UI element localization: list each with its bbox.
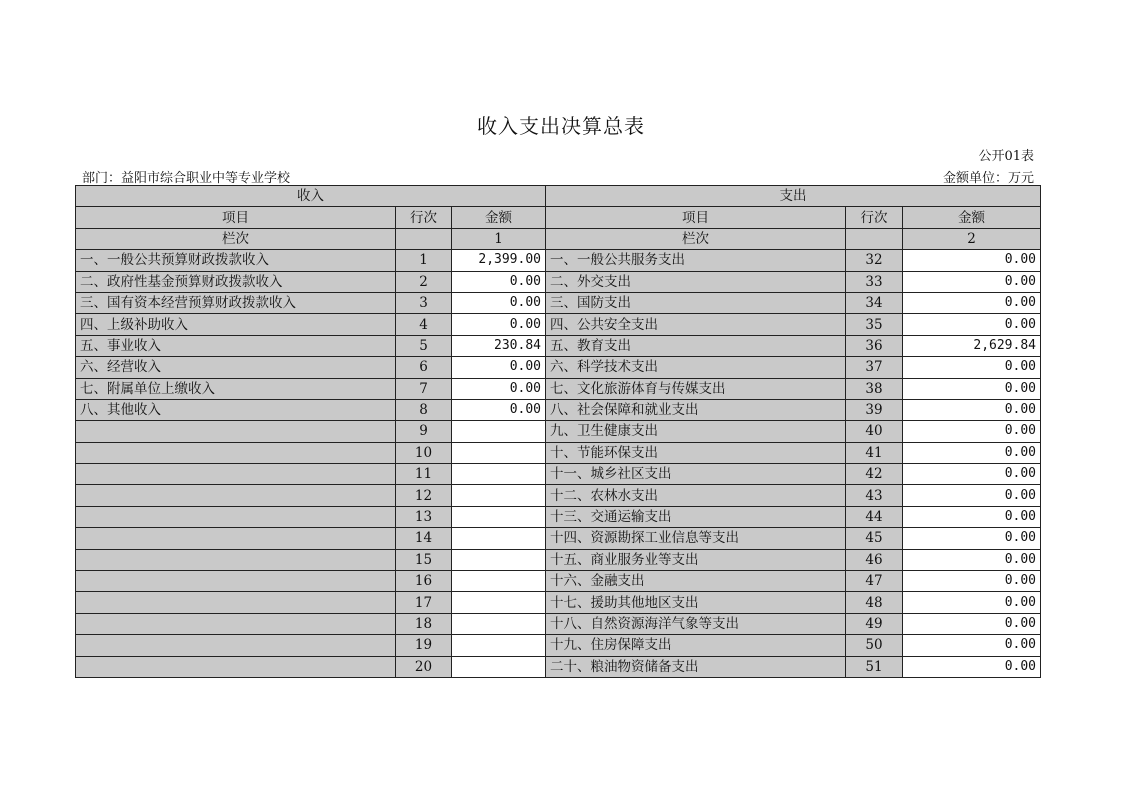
table-row (76, 613, 1041, 634)
income-item-cell (76, 635, 396, 656)
expense-column-blank (846, 228, 903, 249)
income-line-no-cell: 20 (396, 656, 452, 677)
income-line-no-cell: 1 (396, 250, 452, 271)
income-line-no-cell: 4 (396, 314, 452, 335)
table-row (76, 571, 1041, 592)
income-amount-cell (452, 485, 546, 506)
expense-item-cell: 十一、城乡社区支出 (546, 464, 846, 485)
income-item-cell: 二、政府性基金预算财政拨款收入 (76, 271, 396, 292)
expense-amount-cell: 0.00 (903, 592, 1041, 613)
expense-item-cell: 九、卫生健康支出 (546, 421, 846, 442)
table-row (76, 528, 1041, 549)
expense-line-no-cell: 41 (846, 442, 903, 463)
income-item-cell: 七、附属单位上缴收入 (76, 378, 396, 399)
expense-amount-cell: 0.00 (903, 442, 1041, 463)
expense-column-label: 栏次 (546, 228, 846, 249)
table-row (76, 314, 1041, 335)
income-column-blank (396, 228, 452, 249)
income-amount-cell: 0.00 (452, 292, 546, 313)
expense-amount-cell: 0.00 (903, 506, 1041, 527)
expense-amount-cell: 0.00 (903, 656, 1041, 677)
expense-item-header: 项目 (546, 207, 846, 228)
income-item-cell: 五、事业收入 (76, 335, 396, 356)
income-amount-cell (452, 528, 546, 549)
income-line-no-cell: 12 (396, 485, 452, 506)
table-row (76, 506, 1041, 527)
income-amount-cell: 0.00 (452, 314, 546, 335)
income-expense-table (75, 185, 1041, 678)
income-line-no-cell: 3 (396, 292, 452, 313)
income-column-number: 1 (452, 228, 546, 249)
income-column-label: 栏次 (76, 228, 396, 249)
page-title: 收入支出决算总表 (477, 114, 645, 138)
expense-line-no-header: 行次 (846, 207, 903, 228)
expense-item-cell: 十二、农林水支出 (546, 485, 846, 506)
income-item-cell (76, 464, 396, 485)
expense-amount-cell: 0.00 (903, 421, 1041, 442)
expense-amount-cell: 0.00 (903, 357, 1041, 378)
income-amount-cell: 2,399.00 (452, 250, 546, 271)
income-amount-cell (452, 656, 546, 677)
expense-item-cell: 十三、交通运输支出 (546, 506, 846, 527)
expense-section-header: 支出 (546, 186, 1041, 207)
expense-column-number: 2 (903, 228, 1041, 249)
income-line-no-cell: 14 (396, 528, 452, 549)
expense-item-cell: 十七、援助其他地区支出 (546, 592, 846, 613)
income-amount-cell: 230.84 (452, 335, 546, 356)
expense-amount-cell: 0.00 (903, 485, 1041, 506)
expense-amount-cell: 0.00 (903, 635, 1041, 656)
expense-item-cell: 十五、商业服务业等支出 (546, 549, 846, 570)
form-number: 公开01表 (978, 149, 1034, 164)
expense-item-cell: 十九、住房保障支出 (546, 635, 846, 656)
income-item-cell (76, 613, 396, 634)
expense-amount-cell: 2,629.84 (903, 335, 1041, 356)
table-row (76, 549, 1041, 570)
income-amount-cell: 0.00 (452, 378, 546, 399)
income-item-cell: 八、其他收入 (76, 399, 396, 420)
income-item-cell: 一、一般公共预算财政拨款收入 (76, 250, 396, 271)
table-row (76, 656, 1041, 677)
income-line-no-cell: 5 (396, 335, 452, 356)
table-row (76, 335, 1041, 356)
table-row (76, 485, 1041, 506)
expense-item-cell: 十八、自然资源海洋气象等支出 (546, 613, 846, 634)
expense-amount-cell: 0.00 (903, 292, 1041, 313)
expense-item-cell: 十四、资源勘探工业信息等支出 (546, 528, 846, 549)
income-line-no-cell: 13 (396, 506, 452, 527)
income-amount-cell (452, 506, 546, 527)
income-line-no-cell: 9 (396, 421, 452, 442)
income-amount-cell (452, 464, 546, 485)
expense-item-cell: 六、科学技术支出 (546, 357, 846, 378)
expense-amount-cell: 0.00 (903, 271, 1041, 292)
expense-amount-cell: 0.00 (903, 528, 1041, 549)
table-body (76, 250, 1041, 678)
expense-amount-header: 金额 (903, 207, 1041, 228)
section-header-row (76, 186, 1041, 207)
income-line-no-header: 行次 (396, 207, 452, 228)
income-amount-header: 金额 (452, 207, 546, 228)
expense-line-no-cell: 42 (846, 464, 903, 485)
expense-line-no-cell: 46 (846, 549, 903, 570)
expense-line-no-cell: 33 (846, 271, 903, 292)
income-item-cell: 四、上级补助收入 (76, 314, 396, 335)
income-item-cell (76, 506, 396, 527)
table-row (76, 635, 1041, 656)
expense-line-no-cell: 50 (846, 635, 903, 656)
table-row (76, 250, 1041, 271)
table-row (76, 357, 1041, 378)
expense-amount-cell: 0.00 (903, 571, 1041, 592)
income-item-cell (76, 421, 396, 442)
income-line-no-cell: 8 (396, 399, 452, 420)
income-item-cell: 三、国有资本经营预算财政拨款收入 (76, 292, 396, 313)
expense-line-no-cell: 35 (846, 314, 903, 335)
expense-line-no-cell: 45 (846, 528, 903, 549)
expense-line-no-cell: 32 (846, 250, 903, 271)
expense-amount-cell: 0.00 (903, 314, 1041, 335)
expense-item-cell: 七、文化旅游体育与传媒支出 (546, 378, 846, 399)
income-amount-cell (452, 613, 546, 634)
expense-line-no-cell: 39 (846, 399, 903, 420)
expense-item-cell: 十、节能环保支出 (546, 442, 846, 463)
income-line-no-cell: 2 (396, 271, 452, 292)
expense-amount-cell: 0.00 (903, 613, 1041, 634)
income-item-cell (76, 528, 396, 549)
income-line-no-cell: 10 (396, 442, 452, 463)
table-row (76, 399, 1041, 420)
expense-line-no-cell: 49 (846, 613, 903, 634)
expense-line-no-cell: 51 (846, 656, 903, 677)
income-line-no-cell: 11 (396, 464, 452, 485)
income-amount-cell (452, 571, 546, 592)
department-label: 部门：益阳市综合职业中等专业学校 (82, 171, 291, 186)
income-item-cell (76, 485, 396, 506)
table-row (76, 292, 1041, 313)
income-line-no-cell: 6 (396, 357, 452, 378)
income-line-no-cell: 19 (396, 635, 452, 656)
income-item-cell (76, 656, 396, 677)
table-row (76, 271, 1041, 292)
income-item-cell: 六、经营收入 (76, 357, 396, 378)
expense-line-no-cell: 47 (846, 571, 903, 592)
income-line-no-cell: 17 (396, 592, 452, 613)
table-row (76, 442, 1041, 463)
table-row (76, 378, 1041, 399)
expense-line-no-cell: 38 (846, 378, 903, 399)
income-line-no-cell: 15 (396, 549, 452, 570)
income-amount-cell: 0.00 (452, 399, 546, 420)
income-amount-cell (452, 421, 546, 442)
expense-line-no-cell: 40 (846, 421, 903, 442)
amount-unit-label: 金额单位：万元 (942, 171, 1034, 186)
income-line-no-cell: 7 (396, 378, 452, 399)
table-row (76, 421, 1041, 442)
expense-amount-cell: 0.00 (903, 378, 1041, 399)
expense-item-cell: 三、国防支出 (546, 292, 846, 313)
income-line-no-cell: 18 (396, 613, 452, 634)
expense-item-cell: 八、社会保障和就业支出 (546, 399, 846, 420)
expense-item-cell: 二、外交支出 (546, 271, 846, 292)
income-item-cell (76, 442, 396, 463)
income-amount-cell: 0.00 (452, 271, 546, 292)
expense-item-cell: 二十、粮油物资储备支出 (546, 656, 846, 677)
expense-line-no-cell: 37 (846, 357, 903, 378)
income-amount-cell (452, 592, 546, 613)
income-amount-cell: 0.00 (452, 357, 546, 378)
column-header-row (76, 207, 1041, 228)
table-row (76, 464, 1041, 485)
income-item-header: 项目 (76, 207, 396, 228)
income-section-header: 收入 (76, 186, 546, 207)
expense-amount-cell: 0.00 (903, 250, 1041, 271)
income-amount-cell (452, 635, 546, 656)
expense-line-no-cell: 44 (846, 506, 903, 527)
expense-line-no-cell: 36 (846, 335, 903, 356)
income-item-cell (76, 592, 396, 613)
table-row (76, 592, 1041, 613)
income-amount-cell (452, 549, 546, 570)
expense-item-cell: 一、一般公共服务支出 (546, 250, 846, 271)
income-item-cell (76, 549, 396, 570)
expense-item-cell: 四、公共安全支出 (546, 314, 846, 335)
expense-amount-cell: 0.00 (903, 399, 1041, 420)
column-index-row (76, 228, 1041, 249)
income-item-cell (76, 571, 396, 592)
expense-item-cell: 五、教育支出 (546, 335, 846, 356)
expense-line-no-cell: 43 (846, 485, 903, 506)
expense-amount-cell: 0.00 (903, 549, 1041, 570)
expense-item-cell: 十六、金融支出 (546, 571, 846, 592)
income-amount-cell (452, 442, 546, 463)
expense-line-no-cell: 34 (846, 292, 903, 313)
income-line-no-cell: 16 (396, 571, 452, 592)
expense-amount-cell: 0.00 (903, 464, 1041, 485)
expense-line-no-cell: 48 (846, 592, 903, 613)
